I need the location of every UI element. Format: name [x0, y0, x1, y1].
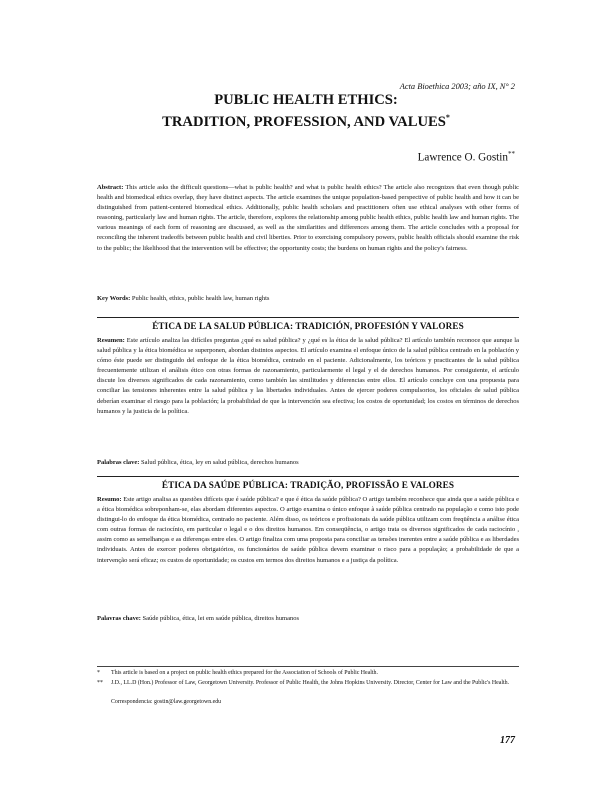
keywords-english [97, 294, 519, 304]
footnote-2 [97, 679, 519, 688]
resumo-label: Resumo: [97, 496, 122, 503]
palabras-clave-text: Salud pública, ética, ley en salud pública, derechos humanos [141, 459, 299, 466]
abstract-label: Abstract: [97, 184, 124, 191]
footnote-divider [97, 666, 519, 667]
abstract-spanish [97, 336, 519, 417]
footnote-2-text: J.D., LL.D (Hon.) Professor of Law, Georgetown University. Professor of Public Health, the Johns Hopkins University. Director, Center for Law and the Public's Health. [111, 680, 510, 686]
page-number: 177 [500, 735, 515, 746]
palavras-chave-text: Saúde pública, ética, lei em saúde pública, direitos humanos [142, 615, 299, 622]
journal-citation: Acta Bioethica 2003; año IX, N° 2 [399, 82, 515, 91]
correspondence-text: Correspondencia: gostin@law.georgetown.edu [111, 699, 222, 705]
footnote-1-text: This article is based on a project on public health ethics prepared for the Association of Schools of Public Health. [111, 670, 378, 676]
keywords-portuguese [97, 614, 519, 624]
title-line-2: TRADITION, PROFESSION, AND VALUES* [162, 113, 450, 130]
section-divider-es [97, 317, 519, 318]
footnote-1 [97, 669, 519, 678]
abstract-english [97, 183, 519, 254]
resumo-text: Este artigo analisa as questões difíceis que é saúde pública? e que é ética da saúde pública? O artigo também reconhece que ainda que a saúde pública e a ética biomédica sobreponham-se, elas abordam diferentes aspectos. O artigo examina o único enfoque à saúde pública centrado na população e como isto pode distingui-lo do enfoque da ética biomédica, centrado no paciente. Além disso, os teóricos e profissionais da saúde pública utilizam com freqüência a análise ética com outras formas de raciocínio, em particular o legal e o dos direitos humanos. Em conseqüência, o artigo trata os diversos significados de cada raciocínio , assim como as semelhanças e as diferenças entre eles. O artigo finaliza com uma proposta para conciliar as tensões inerentes entre a saúde pública e as liberdades individuais. Antes de exercer poderes obrigatórios, os funcionários de saúde pública devem examinar o risco para a população; a probabilidade de que a intervenção será eficaz; os custos de oportunidade; os custos em termos dos direitos humanos e a justiça da política. [97, 496, 519, 564]
palabras-clave-label: Palabras clave: [97, 459, 140, 466]
title-footnote-marker: * [445, 113, 450, 122]
footnote-1-mark: * [97, 670, 100, 676]
resumen-label: Resumen: [97, 337, 125, 344]
abstract-text: This article asks the difficult questions—what is public health? and what is public health ethics? The article also recognizes that even though public health and biomedical ethics overlap, they have distinct aspects. The article examines the unique population-based perspective of public health and how it can be distinguished from patient-centered biomedical ethics. Additionally, public health scholars and practitioners often use ethical analyses with other forms of reasoning, particularly law and human rights. The article, therefore, explores the relationship among public health ethics, public health law and human rights. The various meanings of each form of reasoning are discussed, as well as the similarities and differences among them. The article concludes with a proposal for reconciling the inherent tradeoffs between public health and civil liberties. Prior to exercising compulsory powers, public health officials should examine the risk to the public; the likelihood that the intervention will be effective; the opportunity costs; the burdens on human rights and the policy's fairness. [97, 184, 520, 252]
author-footnote-marker: ** [508, 150, 515, 158]
keywords-label: Key Words: [97, 295, 131, 302]
abstract-portuguese [97, 495, 519, 566]
author-name: Lawrence O. Gostin** [417, 150, 515, 164]
palavras-chave-label: Palavras chave: [97, 615, 141, 622]
section-heading-spanish: ÉTICA DE LA SALUD PÚBLICA: TRADICIÓN, PROFESIÓN Y VALORES [152, 321, 464, 331]
resumen-text: Este artículo analiza las difíciles preguntas ¿qué es salud pública? y ¿qué es la ética de la salud pública? El artículo también reconoce que aunque la salud pública y la ética biomédica se superponen, abordan distintos aspectos. El artículo examina el enfoque único de la salud pública centrado en la población y cómo éste puede ser distinguido del enfoque de la ética biomédica, centrado en el paciente. Adicionalmente, los teóricos y practicantes de la salud pública frecuentemente utilizan el análisis ético con otras formas de razonamiento, particularmente el legal y el de derechos humanos. Por consiguiente, el artículo discute los diversos significados de cada razonamiento, como también las similitudes y diferencias entre ellos. El artículo concluye con una propuesta para conciliar las tensiones inherentes entre la salud pública y las libertades individuales. Antes de ejercer poderes compulsorios, los oficiales de salud pública deberían examinar el riesgo para la población; la probabilidad de que la intervención sea efectiva; los costos de oportunidad; los costos en términos de derechos humanos y la justicia de la política. [97, 337, 520, 415]
article-title [0, 91, 612, 131]
title-line-1: PUBLIC HEALTH ETHICS: [214, 92, 398, 108]
section-heading-portuguese: ÉTICA DA SAÚDE PÚBLICA: TRADIÇÃO, PROFISSÃO E VALORES [161, 480, 455, 490]
keywords-spanish [97, 458, 519, 468]
keywords-text: Public health, ethics, public health law, human rights [131, 295, 270, 302]
footnote-correspondence [97, 698, 519, 707]
footnote-2-mark: ** [97, 680, 103, 686]
section-divider-pt [97, 476, 519, 477]
